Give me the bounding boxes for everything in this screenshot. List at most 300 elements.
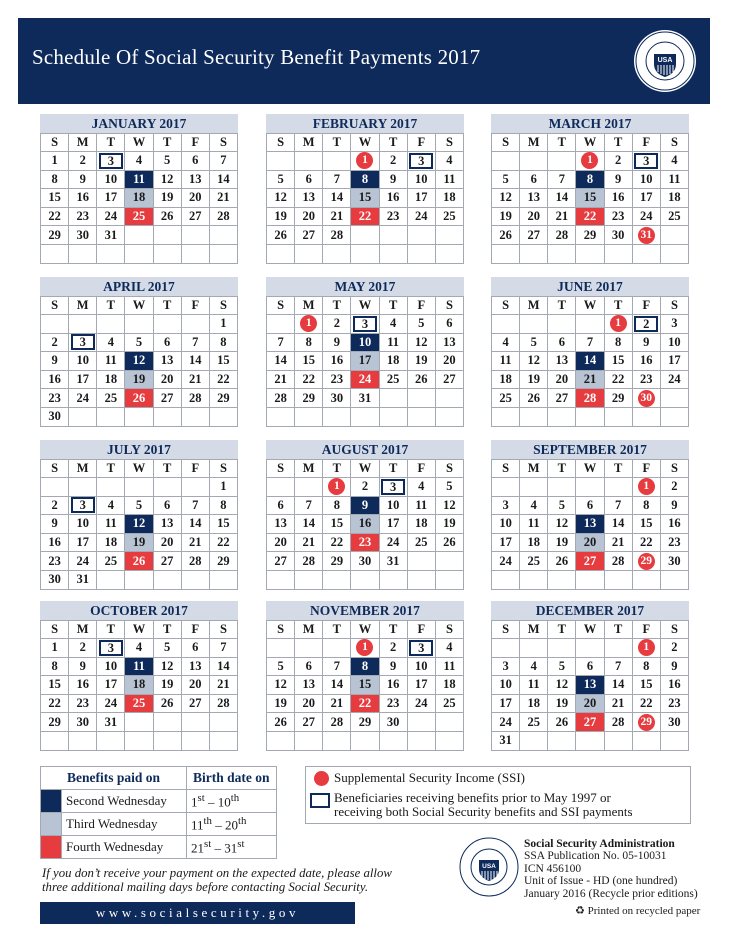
recycled-note: ♻ Printed on recycled paper [575,905,701,917]
day-cell: 5 [125,496,153,515]
empty-cell [181,315,209,334]
day-cell: 19 [125,533,153,552]
day-cell: 31 [492,731,520,750]
day-cell: 15 [351,189,379,208]
legend-header-birth: Birth date on [187,767,277,790]
day-cell: 4 [97,496,125,515]
day-of-week: W [351,621,379,639]
swatch-second [41,790,62,813]
day-cell: 26 [407,370,435,389]
day-cell: 30 [69,713,97,732]
day-cell: 9 [323,333,351,352]
empty-cell [209,713,237,732]
day-cell: 20 [181,189,209,208]
day-cell: 26 [548,713,576,732]
day-of-week: F [181,134,209,152]
day-cell: 7 [295,496,323,515]
day-cell: 24 [492,713,520,732]
day-cell: 18 [520,533,548,552]
day-cell: 8 [632,657,660,676]
page-title: Schedule Of Social Security Benefit Payments 2017 [32,45,481,69]
day-of-week: M [520,621,548,639]
day-cell: 19 [267,207,295,226]
day-cell: 28 [604,713,632,732]
empty-cell [435,407,463,426]
empty-cell [267,570,295,589]
day-of-week: W [125,297,153,315]
ssa-seal-icon [632,28,698,94]
mailing-note: If you don’t receive your payment on the expected date, please allow three additional mailing days before contacting Social Security. [42,866,392,894]
day-cell: 4 [379,315,407,334]
day-of-week: F [407,460,435,478]
day-of-week: W [576,460,604,478]
day-cell: 1 [604,315,632,334]
day-cell: 28 [295,552,323,571]
empty-cell [492,478,520,497]
legend-birth-fourth: 21st – 31st [187,836,277,859]
symbol-key [305,766,691,824]
empty-cell [323,731,351,750]
day-cell: 21 [181,370,209,389]
day-cell: 3 [407,639,435,658]
day-cell: 19 [492,207,520,226]
day-cell: 3 [97,639,125,658]
empty-cell [660,731,688,750]
empty-cell [209,570,237,589]
day-cell: 23 [604,207,632,226]
day-cell: 27 [295,226,323,245]
empty-cell [520,478,548,497]
day-cell: 28 [323,713,351,732]
day-cell: 24 [69,389,97,408]
day-cell: 18 [660,189,688,208]
day-cell: 26 [435,533,463,552]
day-of-week: T [379,621,407,639]
day-cell: 9 [632,333,660,352]
month-calendar [40,601,238,751]
month-calendar [266,277,464,427]
empty-cell [125,244,153,263]
day-cell: 5 [520,333,548,352]
empty-cell [181,478,209,497]
day-of-week: T [97,460,125,478]
day-cell: 28 [181,552,209,571]
empty-cell [69,407,97,426]
empty-cell [604,731,632,750]
day-cell: 18 [520,694,548,713]
empty-cell [209,731,237,750]
day-cell: 8 [209,333,237,352]
day-cell: 13 [267,515,295,534]
day-cell: 3 [632,152,660,171]
website-link[interactable]: www.socialsecurity.gov [40,902,355,924]
day-cell: 19 [407,352,435,371]
day-cell: 9 [69,657,97,676]
empty-cell [351,407,379,426]
day-of-week: T [323,297,351,315]
day-of-week: M [520,134,548,152]
day-cell: 29 [351,713,379,732]
day-cell: 21 [209,189,237,208]
month-calendar [491,114,689,264]
day-cell: 31 [379,552,407,571]
day-cell: 19 [125,370,153,389]
empty-cell [41,315,69,334]
day-cell: 20 [435,352,463,371]
legend-label-fourth: Fourth Wednesday [62,836,187,859]
empty-cell [181,407,209,426]
empty-cell [267,244,295,263]
day-cell: 27 [435,370,463,389]
day-cell: 29 [604,389,632,408]
swatch-third [41,813,62,836]
day-cell: 12 [125,515,153,534]
empty-cell [632,570,660,589]
day-cell: 6 [576,496,604,515]
day-cell: 8 [632,496,660,515]
day-cell: 1 [632,639,660,658]
day-cell: 3 [69,496,97,515]
day-cell: 11 [660,170,688,189]
empty-cell [295,152,323,171]
empty-cell [548,478,576,497]
day-cell: 7 [548,170,576,189]
empty-cell [351,244,379,263]
month-calendar [40,440,238,590]
day-cell: 17 [407,676,435,695]
day-cell: 10 [69,352,97,371]
month-title: AUGUST 2017 [266,440,464,459]
day-of-week: T [97,134,125,152]
day-cell: 14 [209,657,237,676]
empty-cell [604,244,632,263]
day-cell: 22 [295,370,323,389]
empty-cell [407,226,435,245]
day-cell: 28 [604,552,632,571]
day-cell: 23 [379,207,407,226]
day-cell: 21 [548,207,576,226]
day-cell: 16 [660,515,688,534]
day-cell: 15 [41,676,69,695]
day-cell: 31 [97,713,125,732]
swatch-fourth [41,836,62,859]
day-cell: 28 [267,389,295,408]
day-cell: 10 [97,657,125,676]
day-of-week: W [576,621,604,639]
empty-cell [323,639,351,658]
empty-cell [97,478,125,497]
day-cell: 30 [379,713,407,732]
box-symbol-icon [310,793,330,808]
day-cell: 26 [267,713,295,732]
day-cell: 11 [407,496,435,515]
day-cell: 7 [604,657,632,676]
day-cell: 1 [632,478,660,497]
day-of-week: S [492,460,520,478]
empty-cell [379,226,407,245]
day-cell: 15 [632,676,660,695]
day-cell: 17 [492,694,520,713]
legend-header-benefits: Benefits paid on [41,767,187,790]
empty-cell [41,731,69,750]
day-cell: 4 [435,152,463,171]
day-cell: 11 [492,352,520,371]
empty-cell [181,226,209,245]
day-cell: 2 [69,152,97,171]
empty-cell [576,244,604,263]
day-cell: 2 [660,639,688,658]
empty-cell [295,570,323,589]
day-cell: 14 [181,515,209,534]
day-cell: 3 [351,315,379,334]
day-of-week: W [351,460,379,478]
day-cell: 28 [209,694,237,713]
empty-cell [69,244,97,263]
day-cell: 4 [520,657,548,676]
day-cell: 23 [41,389,69,408]
day-of-week: M [69,621,97,639]
day-cell: 20 [295,207,323,226]
day-cell: 3 [660,315,688,334]
day-cell: 11 [97,352,125,371]
day-cell: 8 [295,333,323,352]
day-cell: 25 [435,694,463,713]
publication-info: Social Security Administration SSA Publication No. 05-10031 ICN 456100 Unit of Issue - HD (one hundred) January 2016 (Recycle prior editions) [524,838,698,900]
day-of-week: S [435,621,463,639]
empty-cell [660,407,688,426]
day-of-week: W [351,297,379,315]
day-of-week: T [604,134,632,152]
day-cell: 19 [267,694,295,713]
day-cell: 2 [323,315,351,334]
day-cell: 9 [41,352,69,371]
day-cell: 9 [69,170,97,189]
month-title: SEPTEMBER 2017 [491,440,689,459]
empty-cell [548,731,576,750]
day-cell: 7 [323,170,351,189]
day-cell: 17 [660,352,688,371]
day-of-week: T [153,621,181,639]
empty-cell [632,407,660,426]
day-cell: 12 [125,352,153,371]
day-cell: 23 [351,533,379,552]
day-cell: 20 [295,694,323,713]
day-cell: 29 [41,226,69,245]
day-cell: 6 [181,152,209,171]
day-cell: 13 [153,515,181,534]
empty-cell [351,570,379,589]
day-cell: 17 [407,189,435,208]
day-cell: 18 [125,189,153,208]
empty-cell [660,226,688,245]
day-cell: 8 [41,657,69,676]
day-cell: 12 [435,496,463,515]
day-of-week: S [209,460,237,478]
day-of-week: M [295,134,323,152]
ssi-dot-icon [314,771,329,786]
day-cell: 20 [181,676,209,695]
day-cell: 23 [632,370,660,389]
day-cell: 24 [97,207,125,226]
day-of-week: F [632,460,660,478]
day-of-week: S [209,297,237,315]
day-of-week: F [407,134,435,152]
day-cell: 3 [69,333,97,352]
day-cell: 10 [351,333,379,352]
legend-table [40,766,277,859]
day-cell: 18 [435,189,463,208]
day-cell: 4 [435,639,463,658]
day-cell: 12 [267,676,295,695]
empty-cell [632,731,660,750]
empty-cell [153,226,181,245]
day-cell: 12 [153,657,181,676]
day-cell: 15 [323,515,351,534]
day-cell: 13 [435,333,463,352]
day-cell: 22 [632,694,660,713]
day-cell: 19 [153,676,181,695]
day-cell: 2 [351,478,379,497]
day-cell: 21 [295,533,323,552]
day-of-week: T [379,460,407,478]
day-cell: 22 [351,207,379,226]
day-of-week: M [69,134,97,152]
day-cell: 28 [323,226,351,245]
day-cell: 2 [69,639,97,658]
day-cell: 18 [97,533,125,552]
day-cell: 8 [604,333,632,352]
day-cell: 14 [181,352,209,371]
day-cell: 24 [407,694,435,713]
day-cell: 12 [548,676,576,695]
empty-cell [604,639,632,658]
empty-cell [407,407,435,426]
month-calendar [266,601,464,751]
day-cell: 4 [492,333,520,352]
day-cell: 10 [379,496,407,515]
day-cell: 13 [576,676,604,695]
empty-cell [267,315,295,334]
day-of-week: T [323,134,351,152]
day-cell: 31 [351,389,379,408]
day-of-week: M [295,621,323,639]
day-cell: 4 [660,152,688,171]
day-of-week: S [209,621,237,639]
empty-cell [520,570,548,589]
empty-cell [435,713,463,732]
day-cell: 22 [323,533,351,552]
day-cell: 18 [97,370,125,389]
day-of-week: T [548,621,576,639]
day-cell: 17 [97,189,125,208]
day-cell: 7 [209,152,237,171]
month-title: JUNE 2017 [491,277,689,296]
day-cell: 22 [209,533,237,552]
empty-cell [548,407,576,426]
day-cell: 21 [576,370,604,389]
day-cell: 31 [632,226,660,245]
empty-cell [295,407,323,426]
empty-cell [604,407,632,426]
day-cell: 30 [632,389,660,408]
day-cell: 12 [492,189,520,208]
day-cell: 21 [267,370,295,389]
empty-cell [125,570,153,589]
day-cell: 4 [97,333,125,352]
day-of-week: W [576,134,604,152]
day-cell: 19 [520,370,548,389]
day-cell: 6 [520,170,548,189]
day-of-week: T [153,134,181,152]
day-of-week: M [520,460,548,478]
day-of-week: F [407,297,435,315]
day-cell: 14 [604,676,632,695]
empty-cell [379,407,407,426]
day-cell: 17 [351,352,379,371]
day-cell: 16 [69,189,97,208]
day-of-week: S [660,134,688,152]
day-of-week: F [407,621,435,639]
day-of-week: T [604,297,632,315]
day-of-week: T [604,621,632,639]
month-title: NOVEMBER 2017 [266,601,464,620]
day-cell: 26 [548,552,576,571]
month-title: MARCH 2017 [491,114,689,133]
day-cell: 11 [125,657,153,676]
month-calendar [40,277,238,427]
day-cell: 11 [125,170,153,189]
day-cell: 10 [492,515,520,534]
day-cell: 4 [520,496,548,515]
empty-cell [576,639,604,658]
day-cell: 5 [492,170,520,189]
empty-cell [295,244,323,263]
day-cell: 1 [351,152,379,171]
day-cell: 27 [153,552,181,571]
day-cell: 22 [632,533,660,552]
day-cell: 27 [520,226,548,245]
day-cell: 7 [209,639,237,658]
day-cell: 30 [41,407,69,426]
empty-cell [153,570,181,589]
day-cell: 28 [576,389,604,408]
day-cell: 25 [407,533,435,552]
empty-cell [209,407,237,426]
empty-cell [407,570,435,589]
empty-cell [492,315,520,334]
day-cell: 6 [576,657,604,676]
day-of-week: S [492,297,520,315]
empty-cell [576,731,604,750]
empty-cell [435,244,463,263]
empty-cell [153,713,181,732]
month-calendar [491,277,689,427]
empty-cell [492,152,520,171]
legend-birth-second: 1st – 10th [187,790,277,813]
day-cell: 8 [576,170,604,189]
day-cell: 19 [548,694,576,713]
day-cell: 27 [267,552,295,571]
day-cell: 23 [69,207,97,226]
day-cell: 1 [323,478,351,497]
month-title: FEBRUARY 2017 [266,114,464,133]
empty-cell [181,244,209,263]
empty-cell [435,731,463,750]
day-cell: 24 [97,694,125,713]
day-cell: 18 [492,370,520,389]
day-cell: 15 [632,515,660,534]
day-of-week: T [153,460,181,478]
